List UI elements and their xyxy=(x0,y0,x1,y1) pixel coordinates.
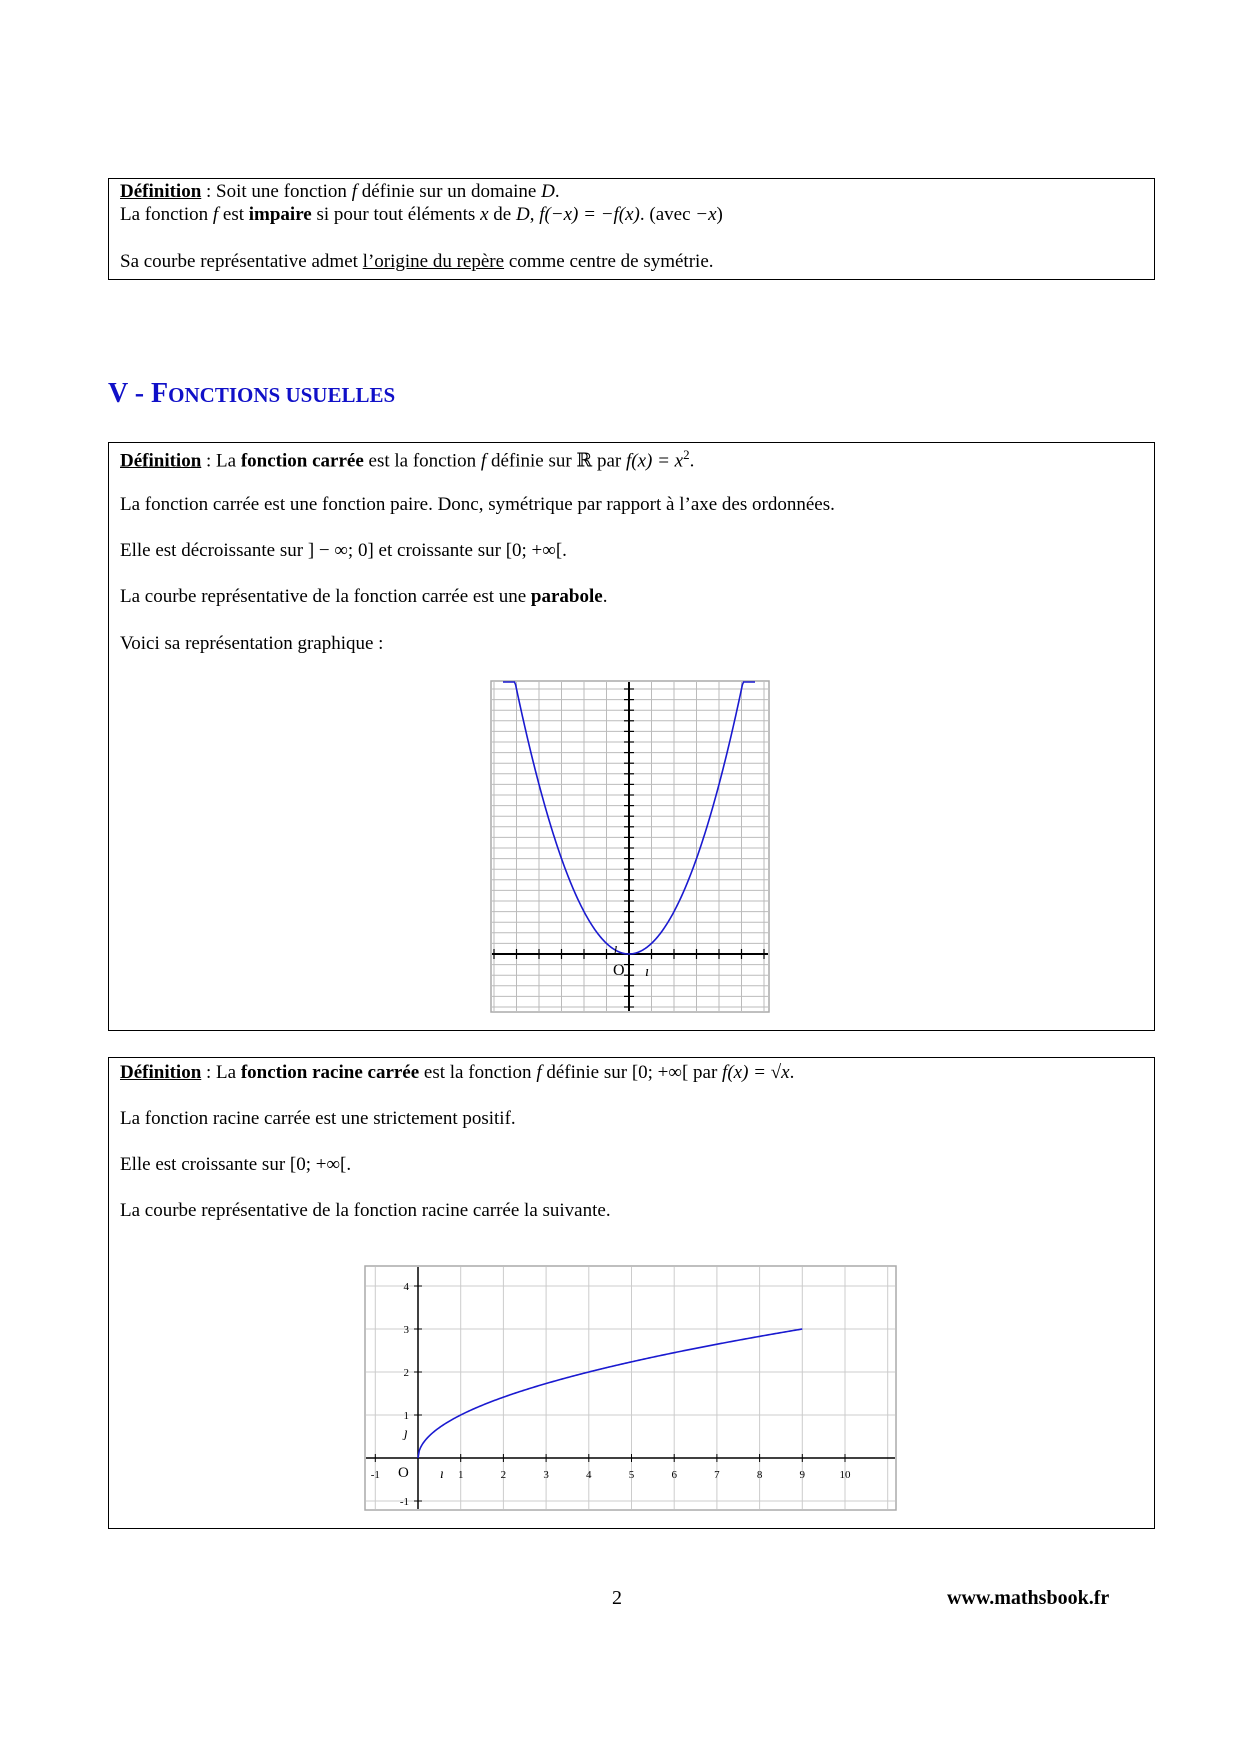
text: . xyxy=(346,1154,352,1175)
x-tick-label: 3 xyxy=(543,1469,549,1481)
site-url: www.mathsbook.fr xyxy=(947,1587,1110,1609)
text: définie sur xyxy=(541,1062,632,1083)
math-negx: −x xyxy=(695,204,717,225)
text: : La xyxy=(201,1062,241,1083)
section-cap: F xyxy=(151,378,169,409)
text: de xyxy=(488,204,516,225)
text-line: La courbe représentative de la fonction racine carrée la suivante. xyxy=(120,1200,611,1221)
keyword-fonction-carree: fonction carrée xyxy=(240,450,364,472)
x-tick-label: 4 xyxy=(586,1469,592,1481)
text: . xyxy=(689,450,695,472)
x-tick-label: 6 xyxy=(671,1469,677,1481)
definition-line xyxy=(120,447,694,472)
text: . xyxy=(554,181,560,202)
y-tick-label: 2 xyxy=(403,1367,409,1379)
text: La courbe représentative de la fonction carrée est une xyxy=(120,586,531,607)
j-vector-label: ȷ⃗ xyxy=(614,940,628,955)
section-heading xyxy=(108,378,395,410)
text: . (avec xyxy=(639,204,696,225)
text: Elle est croissante sur xyxy=(120,1154,290,1175)
y-tick-label: 3 xyxy=(403,1324,409,1336)
text: Elle est décroissante sur xyxy=(120,540,308,561)
definition-label: Définition xyxy=(120,1062,202,1083)
square-function-graph xyxy=(490,680,770,1013)
text: : Soit une fonction xyxy=(201,181,352,202)
x-tick-label: 5 xyxy=(628,1469,635,1481)
i-vector-label: ı⃗ xyxy=(645,964,661,980)
math-exponent: 2 xyxy=(683,447,690,462)
text-line: La fonction carrée est une fonction paire. Donc, symétrique par rapport à l’axe des ordonnées. xyxy=(120,494,835,515)
keyword-racine-carree: fonction racine carrée xyxy=(240,1062,420,1083)
x-tick-label: 10 xyxy=(839,1469,851,1481)
keyword-parabole: parabole xyxy=(530,586,603,607)
text: ) xyxy=(716,204,723,225)
math-interval: [0; +∞[ xyxy=(631,1062,689,1083)
text: Sa courbe représentative admet xyxy=(120,251,363,272)
x-tick-label: 8 xyxy=(756,1469,763,1481)
text: et croissante sur xyxy=(373,540,506,561)
j-vector-label: ȷ⃗ xyxy=(404,1426,419,1441)
parabola-line xyxy=(120,586,607,608)
text: est xyxy=(218,204,249,225)
text: définie sur ℝ par xyxy=(486,450,626,472)
math-expression: f(x) = x xyxy=(625,450,684,472)
i-vector-label: ı⃗ xyxy=(440,1467,455,1482)
math-interval: [0; +∞[ xyxy=(289,1154,347,1175)
section-number: V - xyxy=(108,378,152,409)
definition-line xyxy=(120,181,560,203)
keyword-impaire: impaire xyxy=(248,204,312,225)
text: . xyxy=(602,586,608,607)
text: . xyxy=(789,1062,795,1083)
text: . xyxy=(562,540,567,561)
page-number: 2 xyxy=(612,1587,622,1609)
text: : La xyxy=(201,450,241,472)
math-odd-expression: f(−x) = −f(x) xyxy=(539,204,640,225)
math-f: f xyxy=(480,450,487,472)
math-x: x xyxy=(480,204,489,225)
math-interval: ] − ∞; 0] xyxy=(307,540,374,561)
text: est la fonction xyxy=(363,450,481,472)
origin-label: O xyxy=(398,1465,409,1481)
x-tick-label: 7 xyxy=(714,1469,720,1481)
y-tick-label: -1 xyxy=(399,1496,409,1508)
symmetry-line xyxy=(120,251,714,273)
origin-label: O xyxy=(613,962,625,979)
text: par xyxy=(688,1062,723,1083)
odd-definition-line xyxy=(120,204,723,226)
variation-line xyxy=(120,1154,351,1176)
text-line: La fonction racine carrée est une strictement positif. xyxy=(120,1108,516,1129)
math-f: f xyxy=(351,181,357,202)
text: si pour tout éléments xyxy=(311,204,481,225)
definition-line xyxy=(120,1062,794,1084)
text: est la fonction xyxy=(419,1062,537,1083)
variation-line xyxy=(120,540,567,562)
math-f: f xyxy=(536,1062,542,1083)
text: définie sur un domaine xyxy=(356,181,542,202)
x-tick-label: 2 xyxy=(500,1469,507,1481)
math-D: D xyxy=(515,204,530,225)
y-tick-label: 1 xyxy=(403,1410,409,1422)
section-small: ONCTIONS xyxy=(168,383,286,407)
section-small: USUELLES xyxy=(285,383,396,407)
origin-link: l’origine du repère xyxy=(362,251,505,272)
x-tick-label: -1 xyxy=(370,1469,380,1481)
x-tick-label: 9 xyxy=(799,1469,806,1481)
x-tick-label: 1 xyxy=(457,1469,464,1481)
definition-label: Définition xyxy=(120,181,202,202)
text: , xyxy=(529,204,540,225)
math-sqrt: √x xyxy=(770,1062,790,1083)
math-D: D xyxy=(541,181,555,202)
text-line: Voici sa représentation graphique : xyxy=(120,633,384,654)
math-f: f xyxy=(212,204,219,225)
definition-label: Définition xyxy=(120,450,202,472)
math-interval: [0; +∞[ xyxy=(505,540,563,561)
text: La fonction xyxy=(120,204,213,225)
definition-box-odd-function xyxy=(108,178,1155,280)
y-tick-label: 4 xyxy=(403,1281,409,1293)
math-expression: f(x) = xyxy=(722,1062,771,1083)
sqrt-function-graph xyxy=(364,1265,897,1511)
text: comme centre de symétrie. xyxy=(504,251,714,272)
